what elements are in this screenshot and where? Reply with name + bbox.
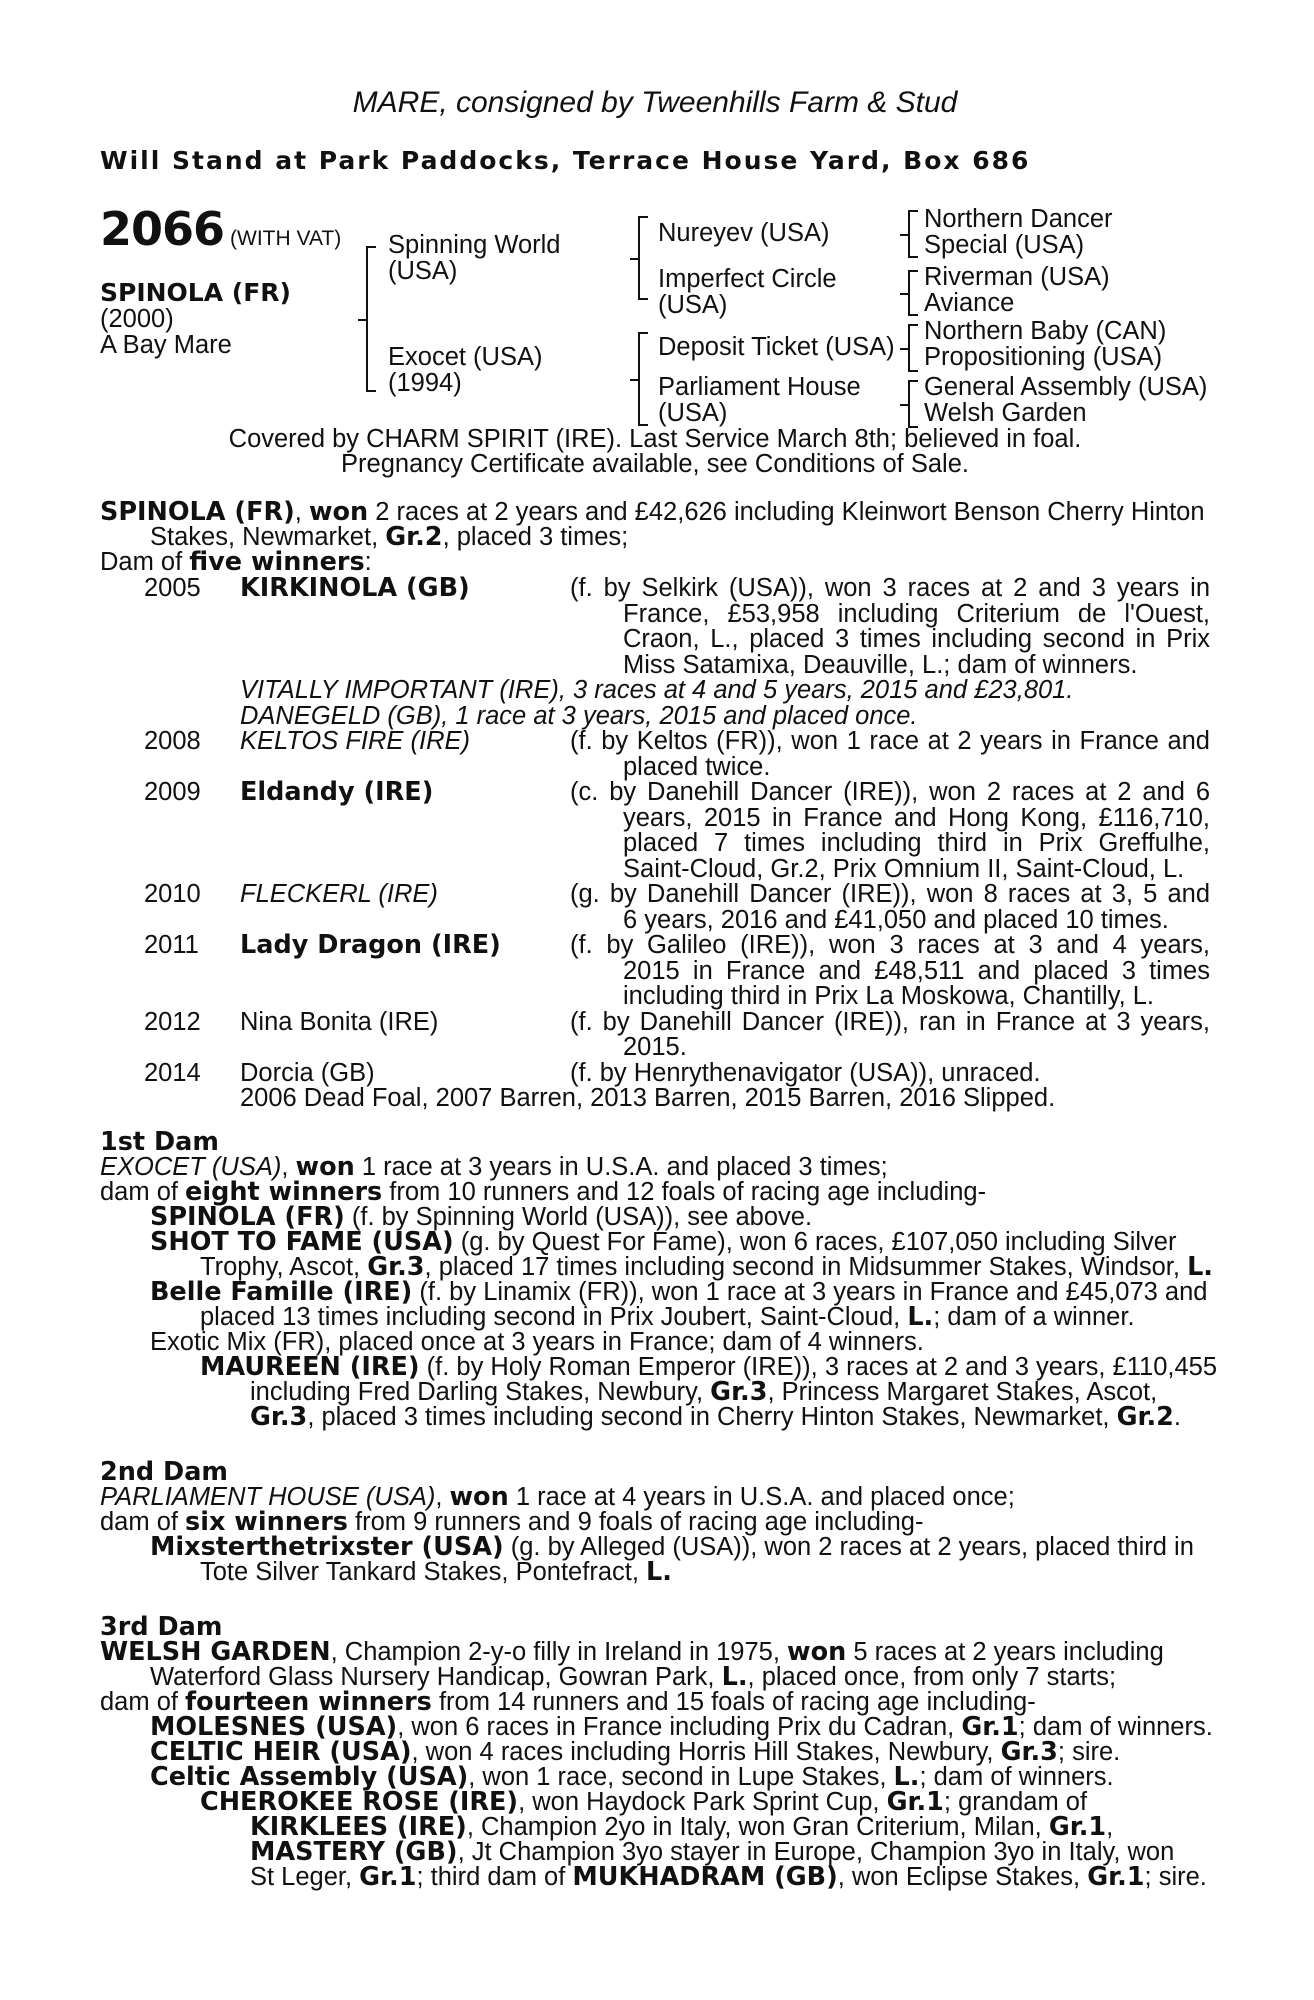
covered-note: Covered by CHARM SPIRIT (IRE). Last Service March 8th; believed in foal. [228,425,1082,453]
lot-number: 2066 [100,202,225,256]
produce-detail-line: France, £53,958 including Criterium de l'Ouest, [623,599,1210,628]
first-dam-line-8: Exotic Mix (FR), placed once at 3 years in France; dam of 4 winners. [150,1328,924,1356]
pregnancy-note: Pregnancy Certificate available, see Conditions of Sale. [341,450,969,478]
produce-detail-line: 2015 in France and £48,511 and placed 3 times [623,956,1210,985]
spinola-line-1: SPINOLA (FR), won 2 races at 2 years and £42,626 including Kleinwort Benson Cherry Hinton [100,497,1205,527]
pedigree-sds: Riverman (USA) [924,263,1110,291]
third-dam-line-2: Waterford Glass Nursery Handicap, Gowran Park, L., placed once, from only 7 starts; [150,1662,1117,1692]
first-dam-line-7: placed 13 times including second in Prix Joubert, Saint-Cloud, L.; dam of a winner. [200,1302,1135,1332]
produce-detail-line: (f. by Henrythenavigator (USA)), unraced. [570,1058,1041,1087]
produce-name: Eldandy (IRE) [240,777,434,807]
third-dam-line-7: CHEROKEE ROSE (IRE), won Haydock Park Sprint Cup, Gr.1; grandam of [200,1787,1088,1817]
produce-year: 2005 [144,574,201,602]
produce-detail-line: 6 years, 2016 and £41,050 and placed 10 times. [623,905,1169,934]
pedigree-dam-dam: Parliament House (USA) [658,373,861,427]
produce-detail-line: (f. by Keltos (FR)), won 1 race at 2 years in France and [570,727,1210,755]
produce-detail-line: Saint-Cloud, Gr.2, Prix Omnium II, Saint-Cloud, L. [623,854,1185,883]
produce-name: KIRKINOLA (GB) [240,573,470,603]
produce-note: 2006 Dead Foal, 2007 Barren, 2013 Barren, 2015 Barren, 2016 Slipped. [240,1084,1056,1112]
pedigree-dsd: Propositioning (USA) [924,343,1163,371]
first-dam-line-3: SPINOLA (FR) (f. by Spinning World (USA)), see above. [150,1202,813,1232]
produce-detail-line: Craon, L., placed 3 times including second in Prix [623,625,1210,653]
third-dam-line-5: CELTIC HEIR (USA), won 4 races including Horris Hill Stakes, Newbury, Gr.3; sire. [150,1737,1121,1767]
brace-ss [908,210,918,258]
pedigree-ssd: Special (USA) [924,231,1085,259]
pedigree-sire-dam: Imperfect Circle (USA) [658,265,837,319]
first-dam-line-5: Trophy, Ascot, Gr.3, placed 17 times including second in Midsummer Stakes, Windsor, L. [200,1252,1213,1282]
produce-year: 2014 [144,1058,201,1087]
first-dam-line-2: dam of eight winners from 10 runners and 12 foals of racing age including- [100,1177,987,1207]
third-dam-line-6: Celtic Assembly (USA), won 1 race, second in Lupe Stakes, L.; dam of winners. [150,1762,1114,1792]
third-dam-line-9: MASTERY (GB), Jt Champion 3yo stayer in Europe, Champion 3yo in Italy, won [250,1837,1175,1867]
produce-name: Dorcia (GB) [240,1058,375,1087]
lot-name: SPINOLA (FR) [100,278,291,307]
produce-detail-line: placed twice. [623,752,771,781]
produce-detail-line: (c. by Danehill Dancer (IRE)), won 2 races at 2 and 6 [570,778,1210,806]
second-dam-line-3: Mixsterthetrixster (USA) (g. by Alleged (USA)), won 2 races at 2 years, placed third in [150,1532,1194,1562]
pedigree-ddd: Welsh Garden [924,399,1087,427]
first-dam-line-10: including Fred Darling Stakes, Newbury, Gr.3, Princess Margaret Stakes, Ascot, [250,1377,1158,1407]
produce-detail-line: years, 2015 in France and Hong Kong, £116,710, [623,803,1210,832]
brace-dd [908,380,918,428]
produce-year: 2009 [144,778,201,806]
stand-location: Will Stand at Park Paddocks, Terrace House Yard, Box 686 [100,146,1031,175]
pedigree-dam-sire: Deposit Ticket (USA) [658,333,895,361]
produce-detail-line: Miss Satamixa, Deauville, L.; dam of winners. [623,650,1138,679]
lot-block [100,202,342,262]
produce-detail-line: 2015. [623,1033,687,1061]
third-dam-heading: 3rd Dam [100,1612,223,1642]
pedigree-sire-sire: Nureyev (USA) [658,219,830,247]
second-dam-line-4: Tote Silver Tankard Stakes, Pontefract, L. [200,1557,672,1587]
produce-detail-line: (f. by Danehill Dancer (IRE)), ran in France at 3 years, [570,1007,1210,1036]
produce-detail-line: (f. by Galileo (IRE)), won 3 races at 3 and 4 years, [570,931,1210,959]
produce-year: 2011 [144,931,199,959]
second-dam-line-1: PARLIAMENT HOUSE (USA), won 1 race at 4 years in U.S.A. and placed once; [100,1482,1015,1512]
pedigree-brace-dam [638,332,648,426]
lot-description: A Bay Mare [100,331,232,359]
produce-detail-line: placed 7 times including third in Prix Greffulhe, [623,829,1210,857]
first-dam-heading: 1st Dam [100,1127,219,1157]
produce-detail-line: (g. by Danehill Dancer (IRE)), won 8 races at 3, 5 and [570,880,1210,908]
second-dam-heading: 2nd Dam [100,1457,228,1487]
spinola-line-3: Dam of five winners: [100,547,372,577]
pedigree-brace-sire [638,216,648,300]
second-dam-line-2: dam of six winners from 9 runners and 9 foals of racing age including- [100,1507,924,1537]
produce-name: Lady Dragon (IRE) [240,930,501,960]
produce-year: 2012 [144,1007,201,1036]
produce-name: FLECKERL (IRE) [240,880,438,908]
third-dam-line-1: WELSH GARDEN, Champion 2-y-o filly in Ireland in 1975, won 5 races at 2 years including [100,1637,1164,1667]
pedigree-dds: General Assembly (USA) [924,373,1208,401]
brace-ds [908,324,918,372]
first-dam-line-4: SHOT TO FAME (USA) (g. by Quest For Fame), won 6 races, £107,050 including Silver [150,1227,1177,1257]
produce-note: DANEGELD (GB), 1 race at 3 years, 2015 and placed once. [240,701,918,730]
produce-name: KELTOS FIRE (IRE) [240,727,471,755]
pedigree-sss: Northern Dancer [924,205,1113,233]
first-dam-line-1: EXOCET (USA), won 1 race at 3 years in U.S.A. and placed 3 times; [100,1152,888,1182]
first-dam-line-6: Belle Famille (IRE) (f. by Linamix (FR)), won 1 race at 3 years in France and £45,073 and [150,1277,1208,1307]
spinola-line-2: Stakes, Newmarket, Gr.2, placed 3 times; [150,522,629,552]
pedigree-dss: Northern Baby (CAN) [924,317,1167,345]
produce-year: 2010 [144,880,201,908]
pedigree-brace-main [366,246,376,392]
pedigree-sire: Spinning World (USA) [388,231,561,285]
first-dam-line-9: MAUREEN (IRE) (f. by Holy Roman Emperor (IRE)), 3 races at 2 and 3 years, £110,455 [200,1352,1218,1382]
third-dam-line-4: MOLESNES (USA), won 6 races in France including Prix du Cadran, Gr.1; dam of winners. [150,1712,1213,1742]
third-dam-line-10: St Leger, Gr.1; third dam of MUKHADRAM (GB), won Eclipse Stakes, Gr.1; sire. [250,1862,1207,1892]
produce-detail-line: (f. by Selkirk (USA)), won 3 races at 2 and 3 years in [570,574,1210,602]
first-dam-line-11: Gr.3, placed 3 times including second in Cherry Hinton Stakes, Newmarket, Gr.2. [250,1402,1182,1432]
lot-year: (2000) [100,305,174,333]
vat-note: (WITH VAT) [230,227,342,250]
consigner-line: MARE, consigned by Tweenhills Farm & Stud [352,86,958,119]
brace-sd [908,270,918,316]
produce-note: VITALLY IMPORTANT (IRE), 3 races at 4 and 5 years, 2015 and £23,801. [240,676,1074,704]
pedigree-sdd: Aviance [924,289,1015,317]
produce-name: Nina Bonita (IRE) [240,1007,439,1036]
produce-year: 2008 [144,727,201,755]
third-dam-line-8: KIRKLEES (IRE), Champion 2yo in Italy, won Gran Criterium, Milan, Gr.1, [250,1812,1114,1842]
produce-detail-line: including third in Prix La Moskowa, Chantilly, L. [623,982,1155,1010]
third-dam-line-3: dam of fourteen winners from 14 runners and 15 foals of racing age including- [100,1687,1036,1717]
pedigree-dam: Exocet (USA) (1994) [388,343,543,397]
